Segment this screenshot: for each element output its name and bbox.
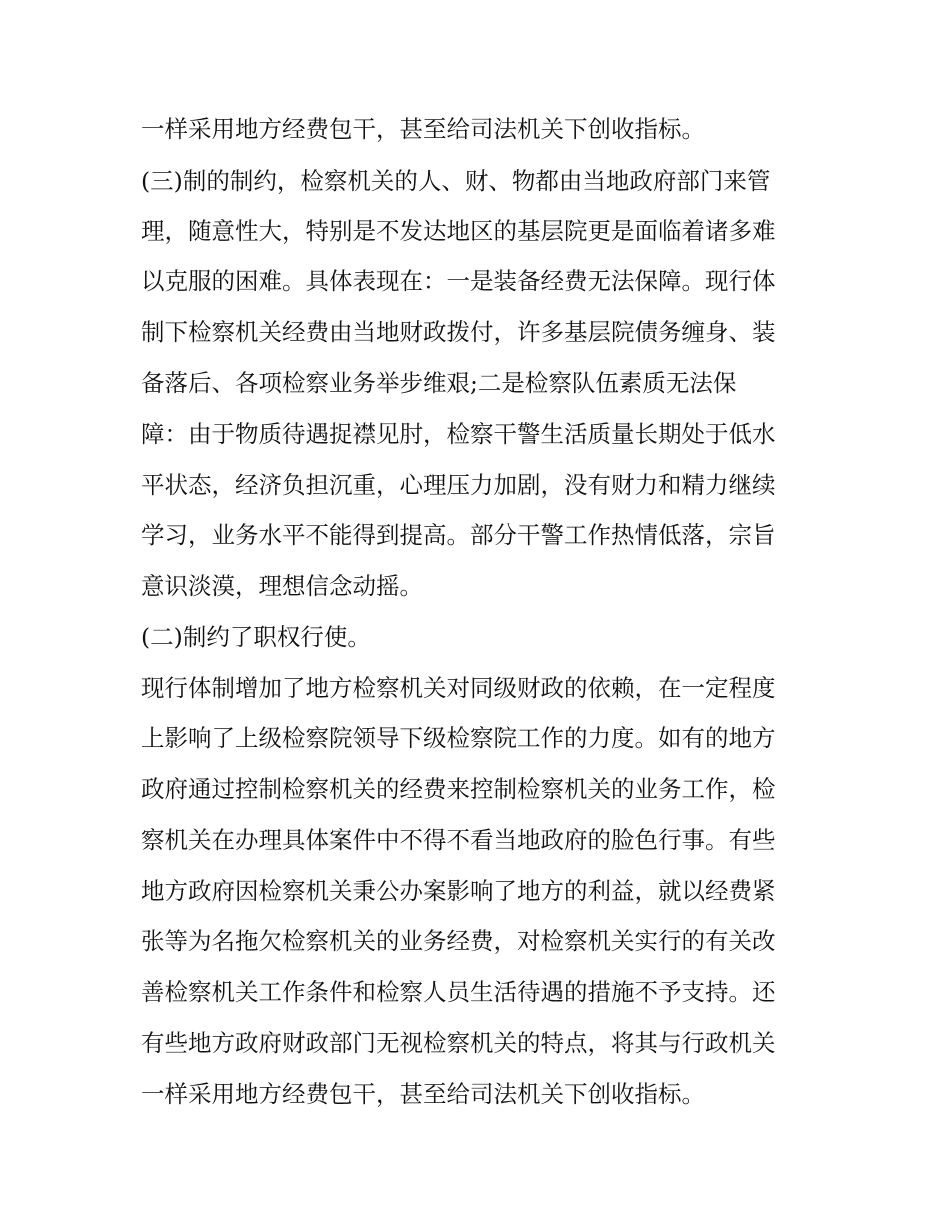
text-line: 地方政府因检察机关秉公办案影响了地方的利益，就以经费紧 [141, 877, 776, 905]
text-line: 现行体制增加了地方检察机关对同级财政的依赖，在一定程度 [141, 674, 776, 702]
text-line: 善检察机关工作条件和检察人员生活待遇的措施不予支持。还 [141, 978, 776, 1006]
text-line: 察机关在办理具体案件中不得不看当地政府的脸色行事。有些 [141, 826, 776, 854]
text-line: 张等为名拖欠检察机关的业务经费，对检察机关实行的有关改 [141, 927, 776, 955]
text-line: 意识淡漠，理想信念动摇。 [141, 572, 423, 600]
text-line: 障：由于物质待遇捉襟见肘，检察干警生活质量长期处于低水 [141, 420, 776, 448]
text-line: 理，随意性大，特别是不发达地区的基层院更是面临着诸多难 [141, 217, 776, 245]
text-line: 一样采用地方经费包干，甚至给司法机关下创收指标。 [141, 115, 705, 143]
text-line: (三)制的制约，检察机关的人、财、物都由当地政府部门来管 [141, 167, 771, 195]
text-line: 有些地方政府财政部门无视检察机关的特点，将其与行政机关 [141, 1029, 776, 1057]
text-line: 平状态，经济负担沉重，心理压力加剧，没有财力和精力继续 [141, 471, 776, 499]
text-line: 一样采用地方经费包干，甚至给司法机关下创收指标。 [141, 1080, 705, 1108]
text-line: 制下检察机关经费由当地财政拨付，许多基层院债务缠身、装 [141, 318, 776, 346]
text-line: 学习，业务水平不能得到提高。部分干警工作热情低落，宗旨 [141, 521, 776, 549]
section-heading: (二)制约了职权行使。 [141, 623, 371, 651]
text-line: 备落后、各项检察业务举步维艰;二是检察队伍素质无法保 [141, 369, 737, 397]
text-line: 以克服的困难。具体表现在：一是装备经费无法保障。现行体 [141, 267, 776, 295]
text-line: 上影响了上级检察院领导下级检察院工作的力度。如有的地方 [141, 724, 776, 752]
text-line: 政府通过控制检察机关的经费来控制检察机关的业务工作，检 [141, 775, 776, 803]
